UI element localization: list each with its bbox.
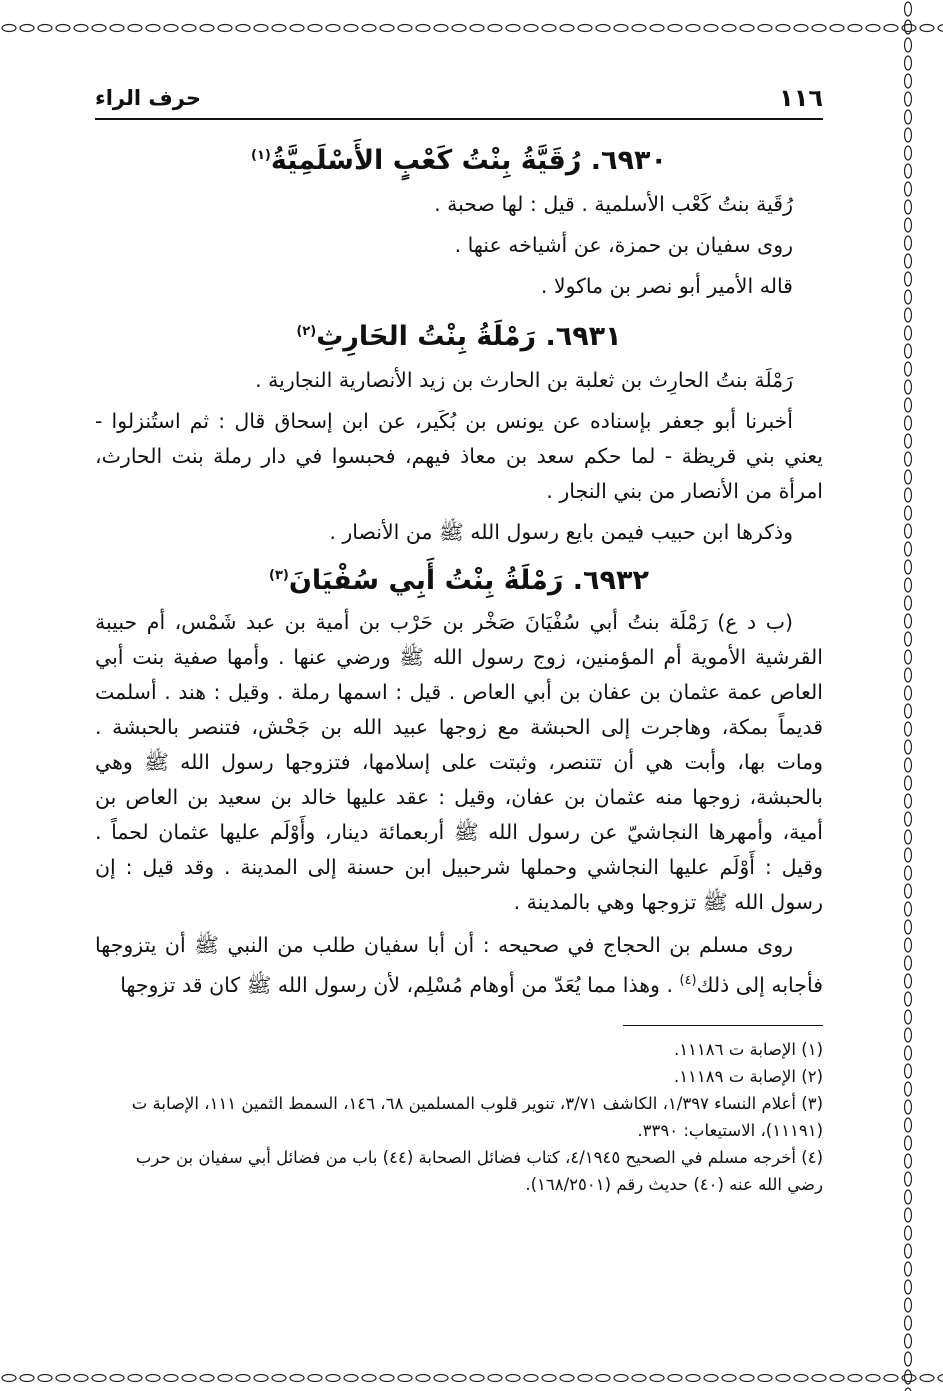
right-border-ornament: [902, 0, 914, 1391]
paragraph: روى سفيان بن حمزة، عن أشياخه عنها .: [454, 233, 793, 257]
paragraph: رَمْلَة بنتُ الحارِث بن ثعلبة بن الحارث بن زيد الأنصارية النجارية .: [255, 368, 793, 392]
footnote-ref: (٢): [296, 324, 317, 339]
entry-title: [95, 136, 823, 181]
paragraph: وذكرها ابن حبيب فيمن بايع رسول الله ﷺ من الأنصار .: [329, 520, 793, 544]
page: [95, 78, 823, 1358]
bottom-border-ornament: [0, 1372, 943, 1384]
paragraph: رُقَية بنتُ كَعْب الأسلمية . قيل : لها صحبة .: [434, 192, 793, 216]
footnote-separator: [623, 1025, 823, 1026]
entry-title: [95, 556, 823, 601]
entry-title-text: ٦٩٣١. رَمْلَةُ بِنْتُ الحَارِثِ: [316, 321, 622, 352]
top-border-ornament: [0, 22, 943, 34]
page-number: ١١٦: [779, 84, 823, 112]
footnotes: [95, 1036, 823, 1198]
footnote-ref: (١): [251, 148, 271, 163]
footnote-ref: (٤): [679, 973, 697, 988]
paragraph: (ب د ع) رَمْلَة بنتُ أبي سُفْيَانَ صَخْر بن حَرْب بن أمية بن عبد شَمْس، أم حبيبة القرشية الأموية أم المؤمنين، زوج رسول الله ﷺ ورضي عنها . وأمها صفية بنت أبي العاص عمة عثمان بن عفان بن أبي العاص . قيل : اسمها رملة . وقيل : هند . أسلمت قديماً بمكة، وهاجرت إلى الحبشة مع زوجها عبيد الله بن جَحْش، فتنصر بالحبشة . ومات بها، وأبت هي أن تتنصر، وثبتت على إسلامها، فتزوجها رسول الله ﷺ وهي بالحبشة، زوجها منه عثمان بن عفان، وقيل : عقد عليها خالد بن سعيد بن العاص بن أمية، وأمهرها النجاشيّ عن رسول الله ﷺ أربعمائة دينار، وأَوْلَم عليها عثمان لحماً . وقيل : أَوْلَم عليها النجاشي وحملها شرحبيل ابن حسنة إلى المدينة . وقد قيل : إن رسول الله ﷺ تزوجها وهي بالمدينة .: [95, 610, 823, 914]
footnote: (١) الإصابة ت ١١١٨٦.: [673, 1039, 823, 1059]
running-title: حرف الراء: [95, 86, 201, 110]
footnote-ref: (٣): [269, 568, 289, 583]
page-header: [95, 78, 823, 120]
paragraph-text: روى مسلم بن الحجاج في صحيحه : أن أبا سفيان طلب من النبي ﷺ أن يتزوجها فأجابه إلى ذلك: [95, 933, 823, 997]
paragraph: [95, 928, 823, 1003]
entry-title-text: ٦٩٣٠. رُقَيَّةُ بِنْتُ كَعْبٍ الأَسْلَمِيَّةُ: [270, 145, 667, 176]
paragraph: أخبرنا أبو جعفر بإسناده عن يونس بن بُكَير، عن ابن إسحاق قال : ثم استُنزلوا - يعني بني قريظة - لما حكم سعد بن معاذ فيهم، فحبسوا في دار رملة بنت الحارث، امرأة من الأنصار من بني النجار .: [95, 409, 823, 503]
paragraph: قاله الأمير أبو نصر بن ماكولا .: [540, 274, 793, 298]
paragraph-text: . وهذا مما يُعَدّ من أوهام مُسْلِم، لأن رسول الله ﷺ كان قد تزوجها: [120, 972, 680, 997]
footnote: (٤) أخرجه مسلم في الصحيح ٤/١٩٤٥، كتاب فضائل الصحابة (٤٤) باب من فضائل أبي سفيان بن حرب رضي الله عنه (٤٠) حديث رقم (١٦٨/٢٥٠١).: [135, 1147, 823, 1194]
page-body: [95, 136, 823, 1198]
footnote: (٣) أعلام النساء ١/٣٩٧، الكاشف ٣/٧١، تنوير قلوب المسلمين ٦٨، ١٤٦، السمط الثمين ١١١، الإصابة ت (١١١٩١)، الاستيعاب: ٣٣٩٠.: [131, 1093, 823, 1140]
entry-title-text: ٦٩٣٢. رَمْلَةُ بِنْتُ أَبِي سُفْيَانَ: [288, 565, 649, 596]
entry-title: [95, 312, 823, 357]
footnote: (٢) الإصابة ت ١١١٨٩.: [673, 1066, 823, 1086]
